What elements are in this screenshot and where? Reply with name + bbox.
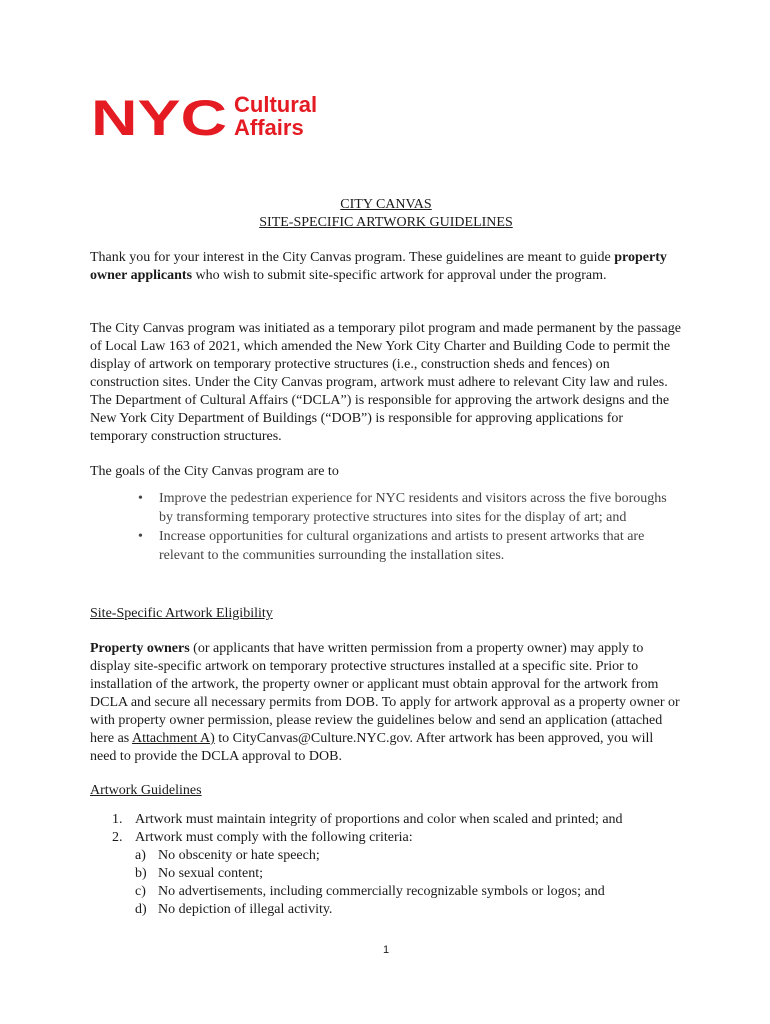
- document-title: [90, 196, 682, 232]
- intro-text: Thank you for your interest in the City Canvas program. These guidelines are meant to guide: [90, 250, 615, 265]
- list-item: d) No depiction of illegal activity.: [135, 902, 333, 917]
- guidelines-heading: Artwork Guidelines: [90, 783, 202, 798]
- page-number: 1: [382, 944, 390, 956]
- list-item: b) No sexual content;: [135, 866, 263, 881]
- logo-line-2: Affairs: [234, 115, 304, 139]
- nyc-cultural-affairs-logo: [91, 91, 351, 139]
- guidelines-list: [90, 811, 682, 919]
- logo-line-1: Cultural: [234, 92, 318, 117]
- list-item: • Improve the pedestrian experience for NYC residents and visitors across the five boroughs by transforming temporary protective structures into sites for the display of art; and: [138, 491, 667, 525]
- list-item: 1. Artwork must maintain integrity of proportions and color when scaled and printed; and: [112, 812, 623, 827]
- eligibility-heading: Site-Specific Artwork Eligibility: [90, 606, 273, 621]
- intro-paragraph: [90, 249, 682, 285]
- eligibility-bold: Property owners: [90, 641, 190, 656]
- list-item: c) No advertisements, including commercially recognizable symbols or logos; and: [135, 884, 605, 899]
- eligibility-paragraph: Property owners (or applicants that have written permission from a property owner) may apply to display site-specific artwork on temporary protective structures installed at a specific site. Prior to installation of the artwork, the property owner or applicant must obtain approval for the artwork from DCLA and secure all necessary permits from DOB. To apply for artwork approval as a property owner or with property owner permission, please review the guidelines below and send an application (attached here as Attachment A) to CityCanvas@Culture.NYC.gov. After artwork has been approved, you will need to provide the DCLA approval to DOB.: [90, 641, 680, 764]
- logo-nyc-mark: NYC: [91, 91, 227, 139]
- title-line-1: CITY CANVAS: [340, 197, 432, 212]
- list-item: 2. Artwork must comply with the following criteria:: [112, 830, 413, 845]
- goals-list: [90, 489, 682, 565]
- intro-text-end: who wish to submit site-specific artwork for approval under the program.: [192, 268, 607, 283]
- attachment-a-link[interactable]: Attachment A): [131, 731, 215, 746]
- goals-lead: The goals of the City Canvas program are to: [90, 464, 339, 479]
- intro-bold: property owner applicants: [90, 250, 667, 283]
- list-item: a) No obscenity or hate speech;: [135, 848, 320, 863]
- list-item: • Increase opportunities for cultural organizations and artists to present artworks that are relevant to the communities surrounding the installation sites.: [138, 529, 645, 563]
- background-paragraph: The City Canvas program was initiated as a temporary pilot program and made permanent by the passage of Local Law 163 of 2021, which amended the New York City Charter and Building Code to permit the display of artwork on temporary protective structures (i.e., construction sheds and fences) on construction sites. Under the City Canvas program, artwork must adhere to relevant City law and rules. The Department of Cultural Affairs (“DCLA”) is responsible for approving the artwork designs and the New York City Department of Buildings (“DOB”) is responsible for approving applications for temporary construction structures.: [90, 321, 681, 444]
- title-line-2: SITE-SPECIFIC ARTWORK GUIDELINES: [259, 215, 513, 230]
